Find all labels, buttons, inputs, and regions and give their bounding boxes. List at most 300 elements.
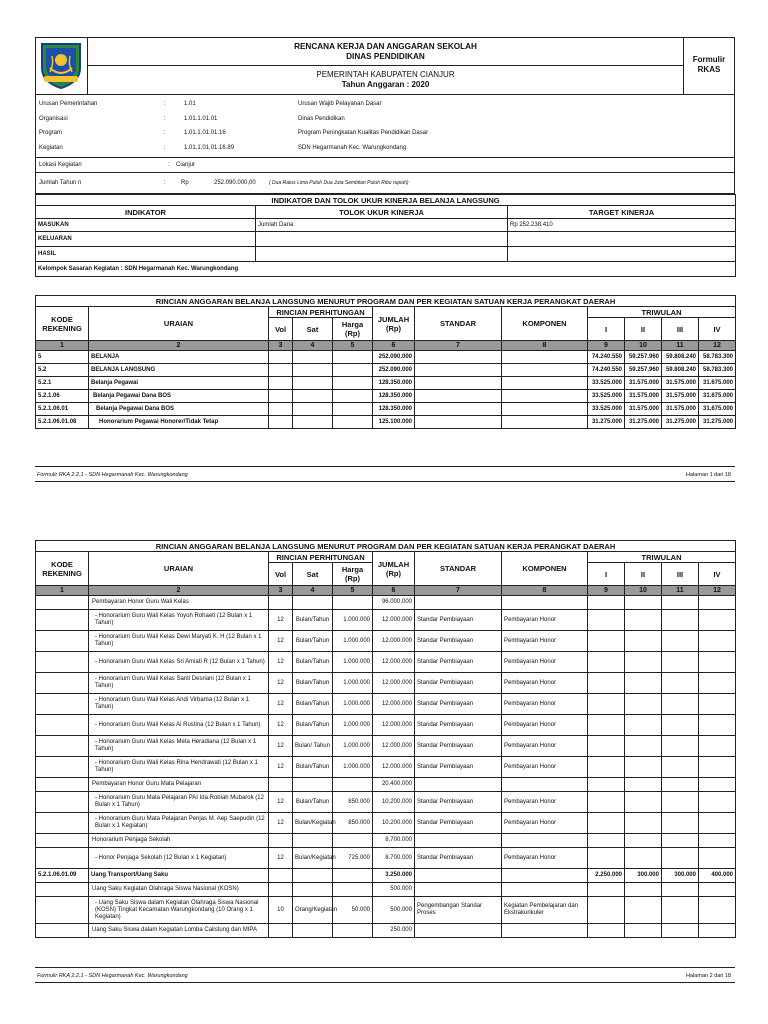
cell-kode <box>36 834 89 848</box>
cell-t3 <box>662 778 699 792</box>
cell-t2 <box>625 924 662 938</box>
cell-t2 <box>625 834 662 848</box>
column-number: 6 <box>373 341 415 351</box>
cell-vol <box>269 869 293 883</box>
cell-standar <box>415 416 502 429</box>
cell-kode <box>36 652 89 673</box>
cell-jumlah: 12.000.000 <box>373 715 415 736</box>
cell-standar: Standar Pembiayaan <box>415 652 502 673</box>
cell-t1: 33.525.000 <box>588 403 625 416</box>
cell-sat: Bulan/Tahun <box>293 631 333 652</box>
cell-t4 <box>699 694 736 715</box>
cell-standar: Pengembangan Standar Proses <box>415 897 502 924</box>
cell-jumlah: 128.350.000 <box>373 390 415 403</box>
cell-komponen: Pembayaran Honor <box>502 610 588 631</box>
info-row-program: Program : 1.01.1.01.01.16 Program Peningkatan Kualitas Pendidikan Dasar <box>39 130 429 136</box>
cell-t2 <box>625 694 662 715</box>
column-number: 8 <box>502 586 588 596</box>
cell-t1 <box>588 813 625 834</box>
cell-harga: 1.000.000 <box>333 673 373 694</box>
cell-kode <box>36 792 89 813</box>
cell-komponen <box>502 834 588 848</box>
info-row-jumlah: Jumlah Tahun n : Rp 252.090.000,00 ( Dua Ratus Lima Puluh Dua Juta Sembilan Puluh Ribu rupiah) <box>39 180 409 186</box>
cell-harga <box>333 596 373 610</box>
col-sat: Sat <box>293 318 333 341</box>
cell-uraian: - Honorarium Guru Wali Kelas Sri Amiati R (12 Bulan x 1 Tahun) <box>89 652 269 673</box>
cell-t4: 31.675.000 <box>699 390 736 403</box>
cell-vol: 12 <box>269 792 293 813</box>
cell-uraian: - Honorarium Guru Wali Kelas Ai Rustina (12 Bulan x 1 Tahun) <box>89 715 269 736</box>
cell-kode <box>36 673 89 694</box>
cell-kode: 5.2.1.06.01 <box>36 403 89 416</box>
cell-t4 <box>699 736 736 757</box>
table-row <box>36 351 736 364</box>
cell-vol <box>269 883 293 897</box>
cell-sat: Bulan/Tahun <box>293 715 333 736</box>
table-row <box>36 596 736 610</box>
cell-komponen: Pembayaran Honor <box>502 813 588 834</box>
column-number: 5 <box>333 341 373 351</box>
cell-vol: 10 <box>269 897 293 924</box>
cell-kode <box>36 631 89 652</box>
cell-t1 <box>588 596 625 610</box>
cell-uraian: - Uang Saku Siswa dalam Kegiatan Olahraga Siswa Nasional (KOSN) Tingkat Kecamatan Warungkondang (10 Orang x 1 Kegiatan) <box>89 897 269 924</box>
indikator-row: KELUARAN <box>36 232 736 247</box>
cell-t1 <box>588 610 625 631</box>
table-row <box>36 694 736 715</box>
cell-standar: Standar Pembiayaan <box>415 610 502 631</box>
cell-uraian: Pembayaran Honor Guru Wali Kelas <box>89 596 269 610</box>
cell-t4 <box>699 848 736 869</box>
cell-jumlah: 12.000.000 <box>373 757 415 778</box>
cell-t3 <box>662 848 699 869</box>
col-rincian-perhitungan: RINCIAN PERHITUNGAN <box>269 307 373 318</box>
cell-harga: 850.000 <box>333 792 373 813</box>
cell-uraian: Belanja Pegawai <box>89 377 269 390</box>
cell-sat: Bulan/Tahun <box>293 652 333 673</box>
cell-kode: 5 <box>36 351 89 364</box>
cell-t4: 400.000 <box>699 869 736 883</box>
cell-harga <box>333 390 373 403</box>
column-number: 2 <box>89 341 269 351</box>
table-row <box>36 416 736 429</box>
cell-standar: Standar Pembiayaan <box>415 813 502 834</box>
cell-uraian: Honorarium Pegawai Honorer/Tidak Tetap <box>89 416 269 429</box>
cell-komponen <box>502 778 588 792</box>
col-triwulan-2: II <box>625 563 662 586</box>
column-number: 8 <box>502 341 588 351</box>
cell-t1: 74.240.550 <box>588 364 625 377</box>
cell-komponen: Pembayaran Honor <box>502 757 588 778</box>
col-triwulan-2: II <box>625 318 662 341</box>
info-row-organisasi: Organisasi : 1.01.1.01.01 Dinas Pendidikan <box>39 116 345 122</box>
cell-t3: 31.275.000 <box>662 416 699 429</box>
cell-t2 <box>625 631 662 652</box>
kelompok-sasaran: Kelompok Sasaran Kegiatan : SDN Hegarmanah Kec. Warungkondang <box>36 262 736 277</box>
cell-t2 <box>625 673 662 694</box>
form-label: Formulir RKAS <box>692 55 726 74</box>
cell-vol: 12 <box>269 736 293 757</box>
cell-sat: Bulan/Tahun <box>293 757 333 778</box>
title-line-1: RENCANA KERJA DAN ANGGARAN SEKOLAH <box>294 42 477 51</box>
column-number: 2 <box>89 586 269 596</box>
cell-komponen: Pembayaran Honor <box>502 736 588 757</box>
cell-t2: 31.275.000 <box>625 416 662 429</box>
cell-harga <box>333 869 373 883</box>
cell-kode <box>36 757 89 778</box>
cell-standar: Standar Pembiayaan <box>415 715 502 736</box>
info-row-kegiatan: Kegiatan : 1.01.1.01.01.16.89 SDN Hegarmanah Kec. Warungkondang <box>39 145 407 151</box>
cell-vol: 12 <box>269 631 293 652</box>
cell-harga <box>333 403 373 416</box>
rincian-title: RINCIAN ANGGARAN BELANJA LANGSUNG MENURUT PROGRAM DAN PER KEGIATAN SATUAN KERJA PERANGKAT DAERAH <box>36 541 736 552</box>
table-row <box>36 403 736 416</box>
page-number: Halaman 1 dari 18 <box>686 472 731 478</box>
cell-t2: 59.257.960 <box>625 351 662 364</box>
cell-jumlah: 8.700.000 <box>373 834 415 848</box>
column-number: 11 <box>662 341 699 351</box>
cell-standar <box>415 377 502 390</box>
cell-sat <box>293 364 333 377</box>
cell-t3 <box>662 924 699 938</box>
cell-t3 <box>662 736 699 757</box>
cell-t3 <box>662 673 699 694</box>
cell-t3: 59.808.240 <box>662 351 699 364</box>
program-info <box>35 95 735 194</box>
cell-standar <box>415 924 502 938</box>
cell-t3 <box>662 631 699 652</box>
cell-kode <box>36 694 89 715</box>
cell-sat <box>293 834 333 848</box>
cell-jumlah: 12.000.000 <box>373 631 415 652</box>
cell-t4 <box>699 924 736 938</box>
col-tolok-ukur: TOLOK UKUR KINERJA <box>256 206 508 219</box>
cell-t2 <box>625 813 662 834</box>
cell-komponen <box>502 924 588 938</box>
col-triwulan-4: IV <box>699 318 736 341</box>
column-number: 4 <box>293 341 333 351</box>
cell-komponen <box>502 883 588 897</box>
cell-t3 <box>662 813 699 834</box>
table-row <box>36 869 736 883</box>
cell-t4 <box>699 792 736 813</box>
cell-vol <box>269 834 293 848</box>
cell-uraian: - Honorarium Guru Mata Pelajaran PAI Ida Robiah Mubarok (12 Bulan x 1 Tahun) <box>89 792 269 813</box>
cell-jumlah: 10.200.000 <box>373 792 415 813</box>
title-cell <box>88 38 684 94</box>
col-triwulan-1: I <box>588 318 625 341</box>
table-row <box>36 652 736 673</box>
cell-vol: 12 <box>269 848 293 869</box>
cell-t2 <box>625 897 662 924</box>
table-row <box>36 924 736 938</box>
cell-komponen <box>502 869 588 883</box>
cell-jumlah: 252.090.000 <box>373 364 415 377</box>
cell-jumlah: 12.000.000 <box>373 673 415 694</box>
cell-t2 <box>625 652 662 673</box>
cell-t1 <box>588 897 625 924</box>
cell-kode <box>36 848 89 869</box>
government-title <box>88 66 683 94</box>
cell-uraian: Uang Saku Siswa dalam Kegiatan Lomba Calistung dan MIPA <box>89 924 269 938</box>
cell-kode <box>36 596 89 610</box>
cell-t1: 74.240.550 <box>588 351 625 364</box>
cell-standar: Standar Pembiayaan <box>415 673 502 694</box>
column-number: 3 <box>269 341 293 351</box>
cell-uraian: Uang Saku Kegiatan Olahraga Siswa Nasional (KOSN) <box>89 883 269 897</box>
cell-kode <box>36 778 89 792</box>
cell-komponen <box>502 416 588 429</box>
table-row <box>36 390 736 403</box>
cell-harga <box>333 377 373 390</box>
col-komponen: KOMPONEN <box>502 307 588 341</box>
cell-komponen <box>502 403 588 416</box>
cell-komponen <box>502 351 588 364</box>
col-triwulan-3: III <box>662 563 699 586</box>
cell-sat: Bulan/Tahun <box>293 694 333 715</box>
cell-standar <box>415 390 502 403</box>
col-triwulan-4: IV <box>699 563 736 586</box>
cell-jumlah: 128.350.000 <box>373 403 415 416</box>
cell-jumlah: 20.400.000 <box>373 778 415 792</box>
cell-t4: 58.783.300 <box>699 351 736 364</box>
column-number: 10 <box>625 586 662 596</box>
cell-t1: 31.275.000 <box>588 416 625 429</box>
rincian-table-page2 <box>35 540 736 938</box>
cell-t2 <box>625 848 662 869</box>
indikator-table <box>35 194 736 277</box>
logo-cell <box>36 38 88 94</box>
cell-vol: 12 <box>269 813 293 834</box>
cell-uraian: - Honorarium Guru Wali Kelas Andi Virbama (12 Bulan x 1 Tahun) <box>89 694 269 715</box>
cell-standar: Standar Pembiayaan <box>415 631 502 652</box>
cell-kode <box>36 715 89 736</box>
col-standar: STANDAR <box>415 552 502 586</box>
cell-kode <box>36 610 89 631</box>
cell-uraian: Belanja Pegawai Dana BOS <box>89 403 269 416</box>
cell-t4 <box>699 834 736 848</box>
title-line-2: DINAS PENDIDIKAN <box>346 52 425 61</box>
cell-t1 <box>588 694 625 715</box>
cell-harga: 1.000.000 <box>333 757 373 778</box>
cell-harga <box>333 834 373 848</box>
cell-vol <box>269 351 293 364</box>
cell-kode <box>36 813 89 834</box>
cell-t2 <box>625 757 662 778</box>
cell-sat <box>293 869 333 883</box>
cell-sat: Bulan/Tahun <box>293 610 333 631</box>
cell-sat: Bulan/Kegiatan <box>293 848 333 869</box>
cell-t1 <box>588 924 625 938</box>
column-number: 12 <box>699 586 736 596</box>
table-row <box>36 897 736 924</box>
cell-t3: 59.808.240 <box>662 364 699 377</box>
cell-t2: 31.575.000 <box>625 377 662 390</box>
cell-komponen: Pembayaran Honor <box>502 715 588 736</box>
document-title <box>88 38 683 66</box>
cell-harga <box>333 351 373 364</box>
cell-t4 <box>699 883 736 897</box>
cell-jumlah: 12.000.000 <box>373 652 415 673</box>
cell-t1 <box>588 652 625 673</box>
table-row <box>36 834 736 848</box>
column-number: 3 <box>269 586 293 596</box>
cell-uraian: - Honor Penjaga Sekolah (12 Bulan x 1 Kegiatan) <box>89 848 269 869</box>
cell-sat <box>293 416 333 429</box>
cell-vol: 12 <box>269 757 293 778</box>
cell-harga: 1.000.000 <box>333 631 373 652</box>
column-number: 12 <box>699 341 736 351</box>
col-triwulan: TRIWULAN <box>588 552 736 563</box>
cell-jumlah: 96.000.000 <box>373 596 415 610</box>
cell-t3 <box>662 757 699 778</box>
cell-harga: 850.000 <box>333 813 373 834</box>
cell-t3: 300.000 <box>662 869 699 883</box>
cell-sat <box>293 924 333 938</box>
cell-uraian: - Honorarium Guru Wali Kelas Santi Desriani (12 Bulan x 1 Tahun) <box>89 673 269 694</box>
cell-komponen: Pembayaran Honor <box>502 848 588 869</box>
col-komponen: KOMPONEN <box>502 552 588 586</box>
cell-t1 <box>588 757 625 778</box>
cell-t3: 31.575.000 <box>662 403 699 416</box>
table-row <box>36 883 736 897</box>
col-harga: Harga (Rp) <box>333 563 373 586</box>
table-row <box>36 673 736 694</box>
cell-uraian: - Honorarium Guru Mata Pelajaran Penjas M. Aep Saepudin (12 Bulan x 1 Kegiatan) <box>89 813 269 834</box>
cell-komponen <box>502 390 588 403</box>
table-row <box>36 813 736 834</box>
col-kode-rekening: KODE REKENING <box>36 307 89 341</box>
column-number: 9 <box>588 586 625 596</box>
cell-jumlah: 12.000.000 <box>373 610 415 631</box>
cell-vol <box>269 778 293 792</box>
cell-t2 <box>625 610 662 631</box>
table-row <box>36 715 736 736</box>
cell-uraian: - Honorarium Guru Wali Kelas Meta Heradiana (12 Bulan x 1 Tahun) <box>89 736 269 757</box>
table-row <box>36 848 736 869</box>
table-row <box>36 757 736 778</box>
cell-t1 <box>588 736 625 757</box>
cell-t3 <box>662 792 699 813</box>
cell-jumlah: 3.250.000 <box>373 869 415 883</box>
cell-t1 <box>588 792 625 813</box>
cell-sat <box>293 403 333 416</box>
indikator-row: HASIL <box>36 247 736 262</box>
cell-harga: 1.000.000 <box>333 610 373 631</box>
cell-kode <box>36 883 89 897</box>
cell-standar <box>415 869 502 883</box>
cell-harga: 50.000 <box>333 897 373 924</box>
cell-vol <box>269 390 293 403</box>
col-uraian: URAIAN <box>89 552 269 586</box>
cell-sat <box>293 596 333 610</box>
cell-sat <box>293 390 333 403</box>
col-vol: Vol <box>269 318 293 341</box>
cell-kode: 5.2.1.06 <box>36 390 89 403</box>
cell-t3 <box>662 694 699 715</box>
cell-sat <box>293 377 333 390</box>
cell-t1 <box>588 848 625 869</box>
col-jumlah: JUMLAH (Rp) <box>373 307 415 341</box>
cell-harga <box>333 364 373 377</box>
cell-uraian: Uang Transport/Uang Saku <box>89 869 269 883</box>
table-row <box>36 364 736 377</box>
cell-jumlah: 252.090.000 <box>373 351 415 364</box>
cell-t1 <box>588 778 625 792</box>
info-row-urusan: Urusan Pemerintahan : 1.01 Urusan Wajib Pelayanan Dasar <box>39 101 382 107</box>
cell-komponen: Pembayaran Honor <box>502 673 588 694</box>
cell-t4: 31.675.000 <box>699 377 736 390</box>
cell-jumlah: 500.000 <box>373 897 415 924</box>
cell-vol: 12 <box>269 715 293 736</box>
cell-standar: Standar Pembiayaan <box>415 848 502 869</box>
column-number: 4 <box>293 586 333 596</box>
cell-komponen <box>502 596 588 610</box>
table-row <box>36 792 736 813</box>
col-triwulan: TRIWULAN <box>588 307 736 318</box>
cell-sat <box>293 883 333 897</box>
indikator-title: INDIKATOR DAN TOLOK UKUR KINERJA BELANJA LANGSUNG <box>36 195 736 206</box>
cell-t2 <box>625 883 662 897</box>
cell-t4 <box>699 673 736 694</box>
cell-t1 <box>588 631 625 652</box>
page-footer: Formulir RKA 2.2.1 - SDN Hegarmanah Kec. Warungkondang Halaman 1 dari 18 <box>35 466 735 482</box>
cell-t3 <box>662 897 699 924</box>
cell-t2: 59.257.960 <box>625 364 662 377</box>
cell-kode: 5.2.1.06.01.08 <box>36 416 89 429</box>
cell-uraian: - Honorarium Guru Wali Kelas Rina Hendrawati (12 Bulan x 1 Tahun) <box>89 757 269 778</box>
cell-t3: 31.575.000 <box>662 390 699 403</box>
cell-t4 <box>699 757 736 778</box>
cell-komponen: Pembayaran Honor <box>502 631 588 652</box>
cell-vol: 12 <box>269 652 293 673</box>
indikator-row: MASUKAN Jumlah Dana Rp 252.238.410 <box>36 219 736 232</box>
cell-t1: 33.525.000 <box>588 377 625 390</box>
cell-vol <box>269 924 293 938</box>
cell-t2 <box>625 792 662 813</box>
cell-sat: Bulan/Kegiatan <box>293 813 333 834</box>
cell-standar <box>415 351 502 364</box>
cell-sat <box>293 351 333 364</box>
cell-uraian: - Honorarium Guru Wali Kelas Dewi Maryati K. H (12 Bulan x 1 Tahun) <box>89 631 269 652</box>
cell-kode <box>36 736 89 757</box>
col-kode-rekening: KODE REKENING <box>36 552 89 586</box>
cell-harga: 1.000.000 <box>333 694 373 715</box>
cell-uraian: - Honorarium Guru Wali Kelas Yoyoh Rohaeti (12 Bulan x 1 Tahun) <box>89 610 269 631</box>
cell-sat <box>293 778 333 792</box>
cell-standar: Standar Pembiayaan <box>415 792 502 813</box>
col-standar: STANDAR <box>415 307 502 341</box>
cell-t1 <box>588 834 625 848</box>
cell-t3: 31.575.000 <box>662 377 699 390</box>
document-header <box>35 37 735 95</box>
cell-t2 <box>625 736 662 757</box>
rincian-title: RINCIAN ANGGARAN BELANJA LANGSUNG MENURUT PROGRAM DAN PER KEGIATAN SATUAN KERJA PERANGKAT DAERAH <box>36 296 736 307</box>
cell-t4 <box>699 610 736 631</box>
column-number: 11 <box>662 586 699 596</box>
cell-t1 <box>588 673 625 694</box>
cell-standar <box>415 403 502 416</box>
col-jumlah: JUMLAH (Rp) <box>373 552 415 586</box>
cianjur-emblem-icon <box>36 38 86 92</box>
col-triwulan-1: I <box>588 563 625 586</box>
cell-kode <box>36 924 89 938</box>
cell-t4 <box>699 897 736 924</box>
cell-t2: 31.575.000 <box>625 390 662 403</box>
cell-uraian: BELANJA <box>89 351 269 364</box>
cell-sat: Bulan/ Tahun <box>293 736 333 757</box>
cell-jumlah: 10.200.000 <box>373 813 415 834</box>
